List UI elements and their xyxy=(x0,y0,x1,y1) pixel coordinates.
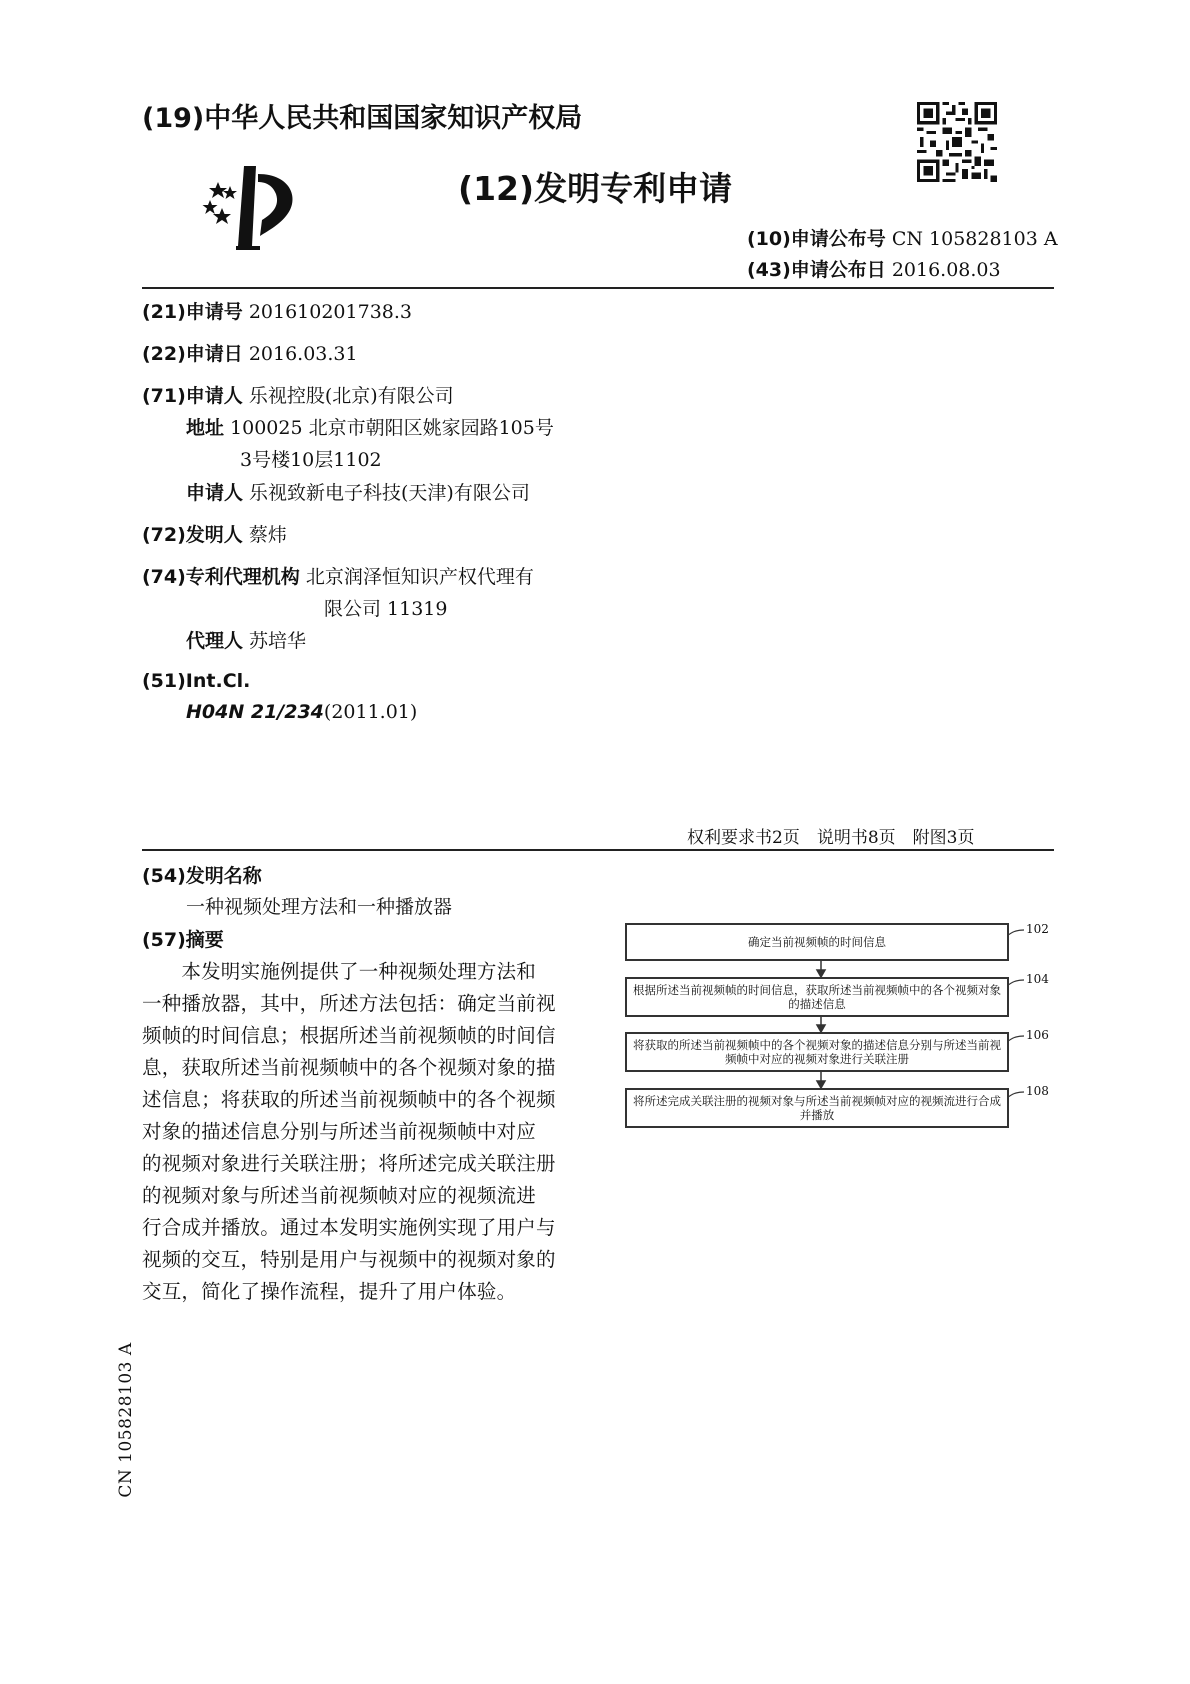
document-type: (12)发明专利申请 xyxy=(458,169,733,208)
abstract-line: 述信息；将获取的所述当前视频帧中的各个视频 xyxy=(142,1088,556,1111)
abstract-line: 行合成并播放。通过本发明实施例实现了用户与 xyxy=(142,1216,556,1239)
abstract-line: 交互，简化了操作流程，提升了用户体验。 xyxy=(142,1280,517,1303)
ipc-label: (51)Int.Cl. xyxy=(142,670,251,692)
applicant-1: (71)申请人 乐视控股(北京)有限公司 xyxy=(142,385,454,407)
side-publication-number: CN 105828103 A xyxy=(116,1342,136,1498)
invention-title-label: (54)发明名称 xyxy=(142,865,262,887)
patent-agent: 代理人 苏培华 xyxy=(186,630,307,652)
abstract-line: 对象的描述信息分别与所述当前视频帧中对应 xyxy=(142,1120,537,1143)
abstract-line: 频帧的时间信息；根据所述当前视频帧的时间信 xyxy=(142,1024,556,1047)
office-name: (19)中华人民共和国国家知识产权局 xyxy=(142,103,583,134)
abstract-line: 视频的交互，特别是用户与视频中的视频对象的 xyxy=(142,1248,556,1271)
applicant-address-line-2: 3号楼10层1102 xyxy=(240,449,382,471)
flowchart-step-number: 108 xyxy=(1026,1084,1049,1098)
flowchart-step-box: 根据所述当前视频帧的时间信息，获取所述当前视频帧中的各个视频对象的描述信息 xyxy=(625,977,1009,1017)
abstract-line: 息，获取所述当前视频帧中的各个视频对象的描 xyxy=(142,1056,556,1079)
patent-agency: (74)专利代理机构 北京润泽恒知识产权代理有 xyxy=(142,566,534,588)
abstract-line: 的视频对象进行关联注册；将所述完成关联注册 xyxy=(142,1152,556,1175)
flowchart-step-box: 确定当前视频帧的时间信息 xyxy=(625,923,1009,961)
application-number: (21)申请号 201610201738.3 xyxy=(142,301,413,323)
abstract-line: 一种播放器，其中，所述方法包括：确定当前视 xyxy=(142,992,556,1015)
invention-title: 一种视频处理方法和一种播放器 xyxy=(186,896,453,918)
applicant-2: 申请人 乐视致新电子科技(天津)有限公司 xyxy=(186,482,530,504)
abstract-label: (57)摘要 xyxy=(142,929,224,951)
flowchart-step-number: 106 xyxy=(1026,1028,1049,1042)
page-counts: 权利要求书2页 说明书8页 附图3页 xyxy=(687,828,975,848)
abstract-line: 本发明实施例提供了一种视频处理方法和 xyxy=(142,960,537,983)
applicant-address: 地址 100025 北京市朝阳区姚家园路105号 xyxy=(186,417,554,439)
flowchart-step-box: 将获取的所述当前视频帧中的各个视频对象的描述信息分别与所述当前视频帧中对应的视频对象进行关联注册 xyxy=(625,1032,1009,1072)
flowchart-step-box: 将所述完成关联注册的视频对象与所述当前视频帧对应的视频流进行合成并播放 xyxy=(625,1088,1009,1128)
ipc-classification: H04N 21/234(2011.01) xyxy=(186,701,418,723)
flowchart-step-number: 104 xyxy=(1026,972,1049,986)
abstract-line: 的视频对象与所述当前视频帧对应的视频流进 xyxy=(142,1184,537,1207)
filing-date: (22)申请日 2016.03.31 xyxy=(142,343,358,365)
inventor: (72)发明人 蔡炜 xyxy=(142,524,287,546)
patent-agency-line-2: 限公司 11319 xyxy=(324,598,448,620)
publication-number: (10)申请公布号 CN 105828103 A xyxy=(747,228,1058,250)
flowchart-step-number: 102 xyxy=(1026,922,1049,936)
publication-date: (43)申请公布日 2016.08.03 xyxy=(747,259,1001,281)
